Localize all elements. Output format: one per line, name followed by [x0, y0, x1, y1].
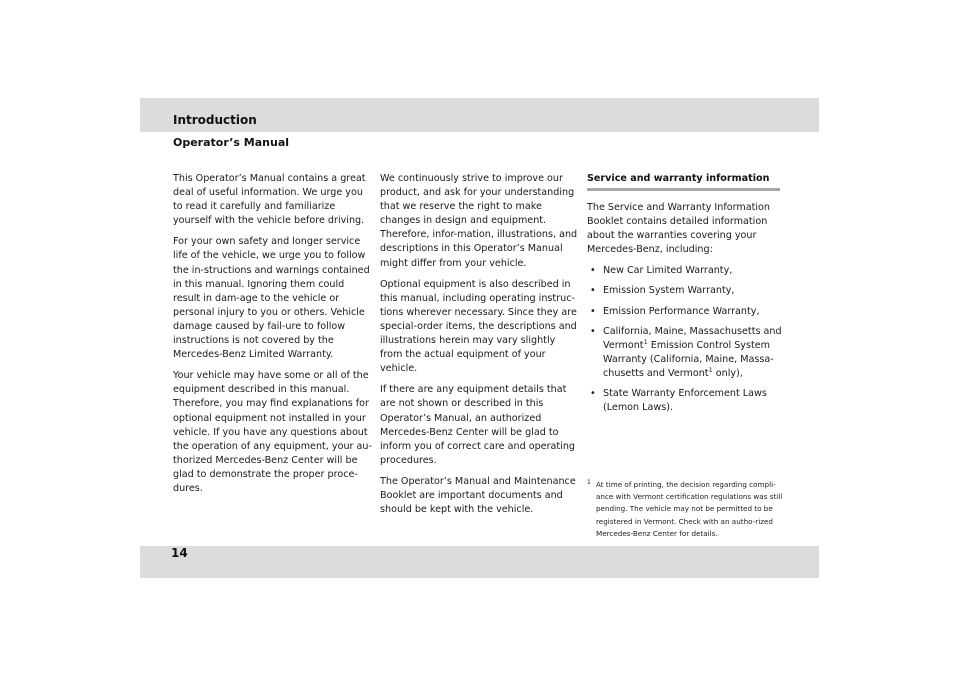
bullet-icon: •	[590, 285, 596, 297]
section-title: Introduction	[173, 113, 257, 127]
footer-band	[140, 546, 819, 578]
list-item	[587, 387, 787, 415]
list-item-text	[603, 326, 782, 379]
list-item	[587, 325, 787, 381]
list-item-text: Emission System Warranty,	[603, 285, 735, 297]
list-item-text-part: California, Maine, Massachusetts and Vermont	[603, 325, 782, 351]
column-left	[173, 172, 373, 503]
list-item-text-part: only),	[712, 367, 743, 379]
bullet-icon: •	[590, 388, 596, 400]
list-item-text: Emission Performance Warranty,	[603, 305, 760, 317]
service-intro: The Service and Warranty Information Booklet contains detailed information about the warranties covering your Mercedes-Benz, including:	[587, 202, 770, 256]
paragraph: This Operator’s Manual contains a great deal of useful information. We urge you to read it carefully and familiarize yourself with the vehicle before driving.	[173, 173, 366, 227]
footnote-text: At time of printing, the decision regarding compli-ance with Vermont certification regulations was still pending. The vehicle may not be permitted to be registered in Vermont. Check with an autho-rized Mercedes-Benz Center for details.	[596, 480, 783, 538]
column-right	[587, 172, 787, 421]
bullet-icon: •	[590, 265, 596, 277]
list-item-text: New Car Limited Warranty,	[603, 265, 733, 277]
list-item	[587, 305, 787, 319]
service-warranty-heading: Service and warranty information	[587, 173, 770, 184]
paragraph: The Operator’s Manual and Maintenance Booklet are important documents and should be kept with the vehicle.	[380, 475, 576, 516]
footnote-ref[interactable]: 1	[643, 337, 648, 346]
footnote	[587, 479, 784, 540]
paragraph: Your vehicle may have some or all of the equipment described in this manual. Therefore, you may find explanations for optional equipment not installed in your vehicle. If you have any questions about the operation of any equipment, your au-thorized Mercedes-Benz Center will be glad to demonstrate the proper proce-dures.	[173, 370, 372, 494]
heading-rule	[587, 188, 780, 191]
paragraph: Optional equipment is also described in this manual, including operating instruc-tions wherever necessary. Since they are special-order items, the descriptions and illustrations herein may vary slightly from the actual equipment of your vehicle.	[380, 278, 577, 375]
paragraph: If there are any equipment details that are not shown or described in this Operator’s Manual, an authorized Mercedes-Benz Center will be glad to inform you of correct care and operating procedures.	[380, 384, 575, 466]
footnote-marker: 1	[587, 479, 591, 486]
list-item	[587, 264, 787, 278]
list-item	[587, 284, 787, 298]
footnote-ref[interactable]: 1	[708, 365, 713, 374]
page-number: 14	[171, 546, 188, 560]
bullet-icon: •	[590, 325, 596, 337]
subsection-title: Operator’s Manual	[173, 136, 290, 149]
paragraph: We continuously strive to improve our product, and ask for your understanding that we reserve the right to make changes in design and equipment. Therefore, infor-mation, illustrations, and descriptions in this Operator’s Manual might differ from your vehicle.	[380, 173, 578, 269]
list-item-text: State Warranty Enforcement Laws (Lemon Laws).	[603, 388, 767, 414]
warranty-list	[587, 264, 787, 415]
column-middle	[380, 172, 580, 524]
paragraph: For your own safety and longer service life of the vehicle, we urge you to follow the in-structions and warnings contained in this manual. Ignoring them could result in dam-age to the vehicle or personal injury to you or others. Vehicle damage caused by fail-ure to follow instructions is not covered by the Mercedes-Benz Limited Warranty.	[173, 236, 370, 361]
list-item-text-part: Emission Control System Warranty (California, Maine, Massa-chusetts and Vermont	[603, 339, 774, 379]
bullet-icon: •	[590, 305, 596, 317]
